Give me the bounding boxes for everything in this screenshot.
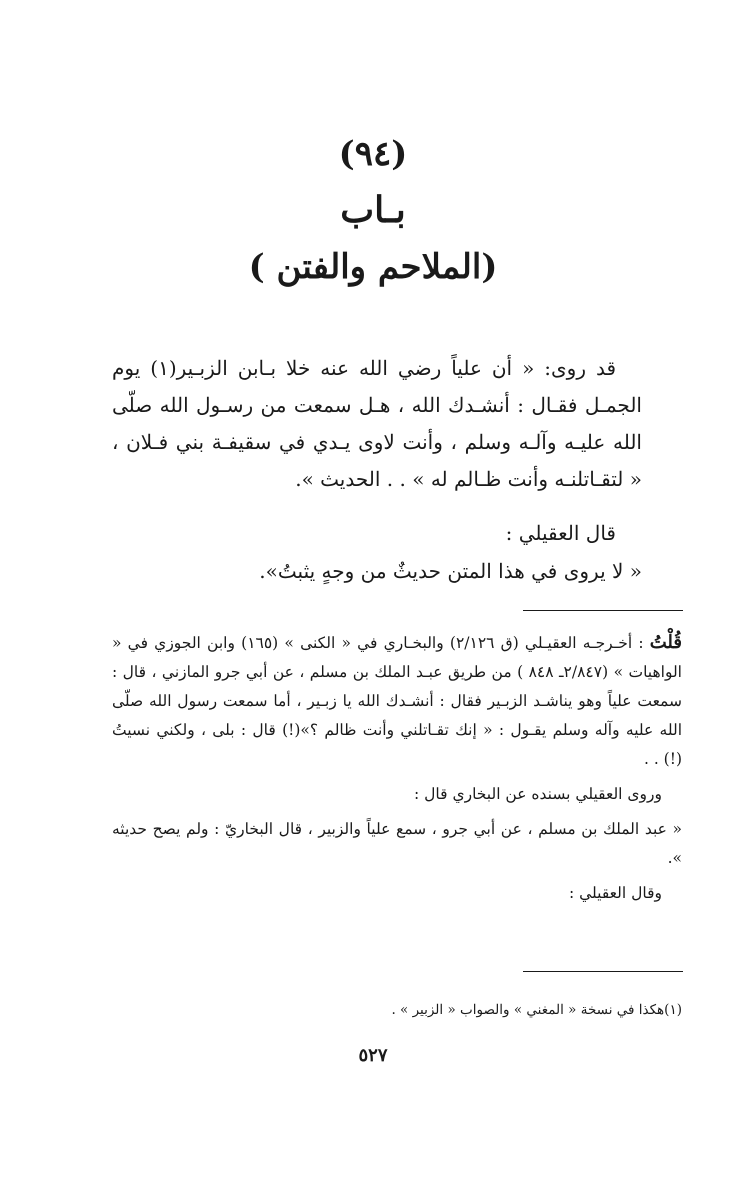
chapter-number: (٩٤) [338, 134, 408, 174]
main-text [112, 350, 642, 498]
commentary-lead-word: قُلْتُ [649, 632, 682, 653]
chapter-label: بـاب [340, 189, 406, 231]
quote-text: « لا يروى في هذا المتن حديثٌ من وجهٍ يثبتُ». [259, 559, 642, 583]
quote-intro: قال العقيلي : [505, 521, 616, 545]
footnote: (١)هكذا في نسخة « المغني » والصواب « الزبير » . [391, 1002, 682, 1018]
main-paragraph: قد روى: « أن علياً رضي الله عنه خلا بـابن الزبـير(١) يوم الجمـل فقـال : أنشـدك الله ، هـل سمعت من رسـول الله صلّى الله عليـه وآلـه وسلم ، وأنت لاوى يـدي في سقيفـة بني فـلان ، « لتقـاتلنـه وأنت ظـالم له » . . الحديث ». [112, 356, 642, 491]
commentary [112, 628, 682, 908]
commentary-paragraph-1 [112, 628, 682, 774]
chapter-title: (الملاحم والفتن ) [248, 247, 498, 287]
commentary-paragraph-1-text: : أخـرجـه العقيـلي (ق ٢/١٢٦) والبخـاري في « الكنى » (١٦٥) وابن الجوزي في « الواهيات » (٢/٨٤٧ـ ٨٤٨ ) من طريق عبـد الملك بن مسلم ، عن أبي جرو المازني ، قال : سمعت علياً وهو يناشـد الزبـير فقال : أنشـدك الله يا زبـير ، أما سمعت رسول الله صلّى الله عليه وآله وسلم يقـول : « إنك تقـاتلني وأنت ظالم ؟»(!) قال : بلى ، ولكني نسيتُ (!) . . [112, 634, 682, 768]
commentary-paragraph-3: « عبد الملك بن مسلم ، عن أبي جرو ، سمع علياً والزبير ، قال البخاريّ : ولم يصح حديثه ». [112, 820, 682, 867]
quote-block [112, 514, 642, 590]
footnote-divider [523, 971, 683, 972]
commentary-paragraph-2: وروى العقيلي بسنده عن البخاري قال : [413, 785, 662, 803]
page-number: ٥٢٧ [358, 1045, 388, 1066]
section-divider [523, 610, 683, 611]
commentary-paragraph-4: وقال العقيلي : [568, 884, 662, 902]
